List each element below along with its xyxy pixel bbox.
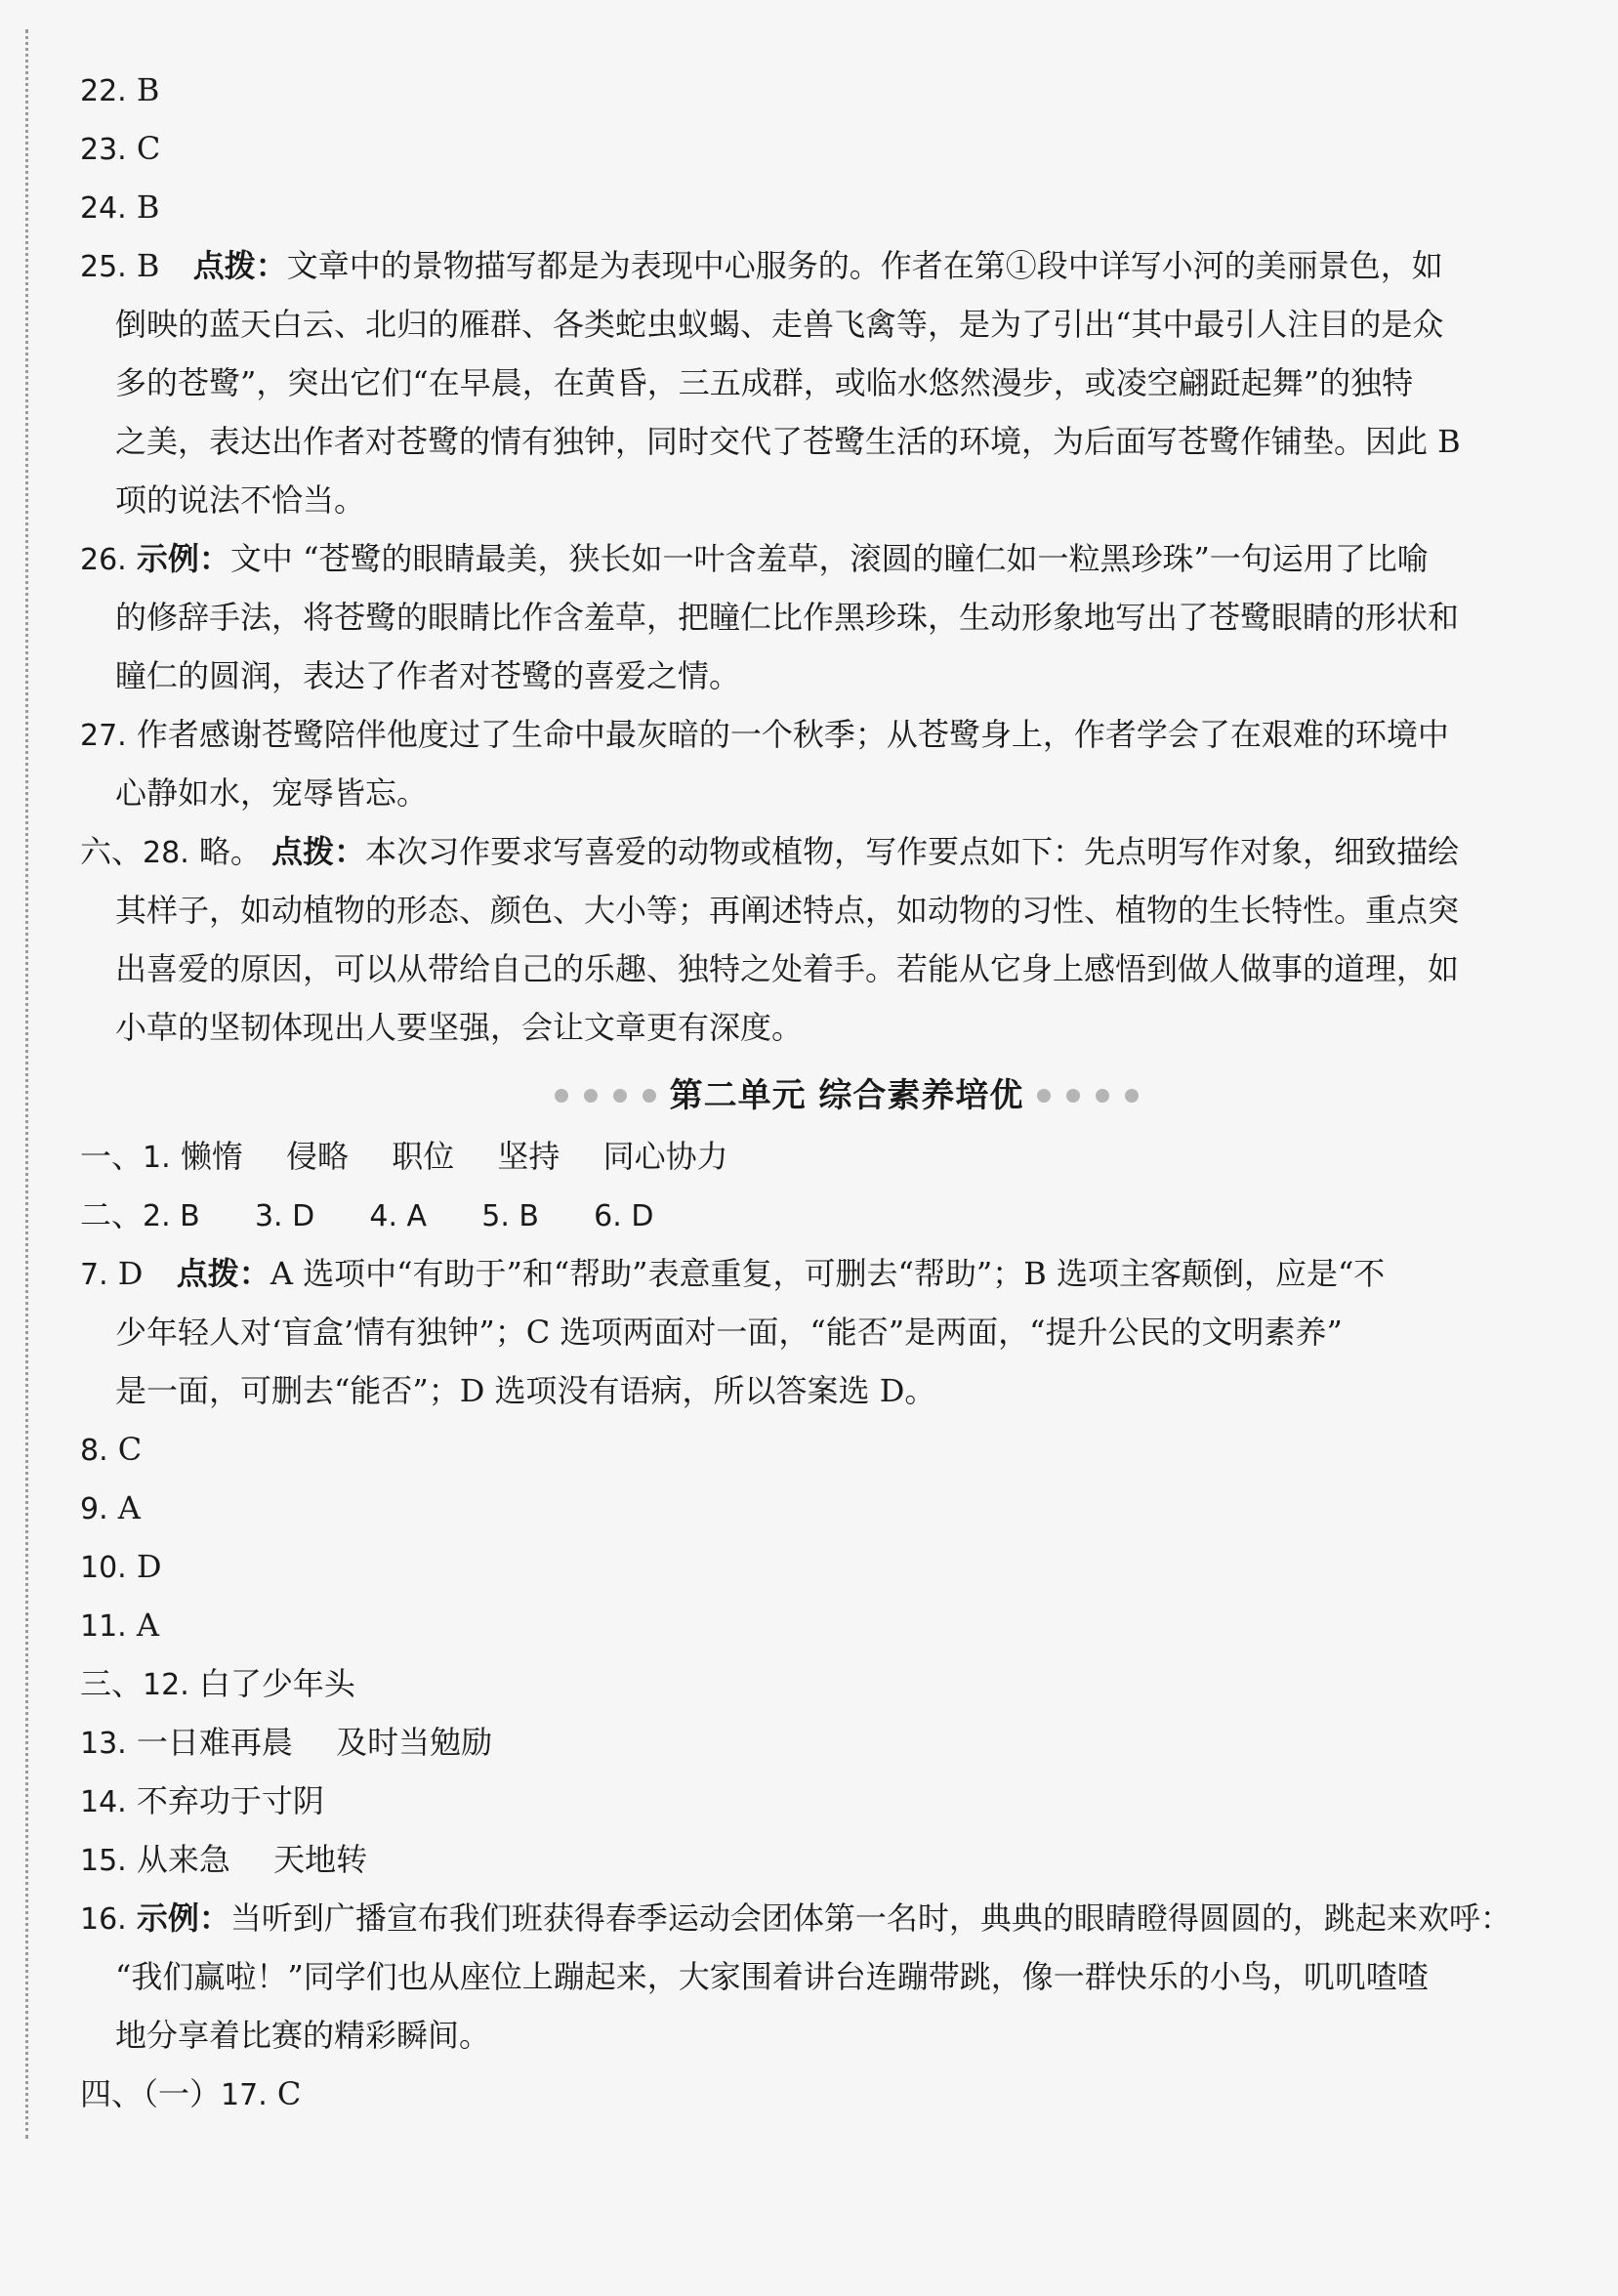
question-number: 23. <box>80 133 127 167</box>
answer-text: 白了少年头 <box>198 1665 355 1702</box>
explanation-line: 地分享着比赛的精彩瞬间。 <box>115 2017 491 2054</box>
explanation-line: 作者感谢苍鹭陪伴他度过了生命中最灰暗的一个秋季；从苍鹭身上，作者学会了在艰难的环境中 <box>136 716 1449 753</box>
question-number: 26. <box>80 543 127 577</box>
answer-text: 5. B <box>481 1199 539 1233</box>
explanation-line: 是一面，可删去“能否”；D 选项没有语病，所以答案选 D。 <box>115 1372 936 1409</box>
answer-11 <box>80 1596 1555 1654</box>
answer-1 <box>80 1127 1555 1186</box>
hint-label: 点拨： <box>192 247 287 284</box>
question-number: 28. <box>143 836 189 870</box>
answer-word: 侵略 <box>286 1138 350 1175</box>
explanation-line: 瞳仁的圆润，表达了作者对苍鹭的喜爱之情。 <box>115 657 741 694</box>
question-number: 11. <box>80 1609 127 1644</box>
explanation-line: 文中 “苍鹭的眼睛最美，狭长如一叶含羞草，滚圆的瞳仁如一粒黑珍珠”一句运用了比喻 <box>229 540 1429 577</box>
answer-text: 3. D <box>254 1199 315 1233</box>
answer-13 <box>80 1713 1555 1772</box>
question-number: 7. <box>80 1258 108 1292</box>
question-number: 25. <box>80 250 127 284</box>
explanation-line: 倒映的蓝天白云、北归的雁群、各类蛇虫蚁蝎、走兽飞禽等，是为了引出“其中最引人注目的是众 <box>115 306 1444 343</box>
explanation-line: 小草的坚韧体现出人要坚强，会让文章更有深度。 <box>115 1009 804 1046</box>
answer-text: 及时当勉励 <box>336 1724 493 1761</box>
question-number: 8. <box>80 1434 108 1468</box>
section-heading <box>80 1066 1555 1125</box>
answer-text: C <box>117 1431 143 1468</box>
question-number: 15. <box>80 1844 127 1878</box>
explanation-line: 本次习作要求写喜爱的动物或植物，写作要点如下：先点明写作对象，细致描绘 <box>365 833 1460 870</box>
answer-word: 职位 <box>392 1138 455 1175</box>
answer-10 <box>80 1537 1555 1596</box>
answer-text: C <box>136 130 161 167</box>
answer-24 <box>80 178 1555 236</box>
answer-8 <box>80 1420 1555 1479</box>
example-label: 示例： <box>136 540 230 577</box>
answer-text: D <box>136 1548 162 1585</box>
answer-text: 天地转 <box>273 1841 368 1878</box>
section-prefix: 四、 <box>80 2075 144 2112</box>
explanation-line: A 选项中“有助于”和“帮助”表意重复，可删去“帮助”；B 选项主客颠倒，应是“不 <box>270 1255 1386 1292</box>
question-number: 17. <box>221 2078 268 2112</box>
answer-content <box>80 61 1555 2123</box>
answer-2-6 <box>80 1186 1555 1244</box>
answer-word: 坚持 <box>497 1138 560 1175</box>
answer-text: 不弃功于寸阴 <box>136 1782 324 1819</box>
explanation-line: 多的苍鹭”，突出它们“在早晨，在黄昏，三五成群，或临水悠然漫步，或凌空翩跹起舞”的独特 <box>115 364 1414 401</box>
answer-text: 2. B <box>143 1199 200 1233</box>
section-prefix: 三、 <box>80 1665 144 1702</box>
question-number: 1. <box>143 1141 171 1175</box>
answer-word: 懒惰 <box>180 1138 243 1175</box>
answer-15 <box>80 1830 1555 1889</box>
answer-25 <box>80 236 1555 529</box>
explanation-line: 当听到广播宣布我们班获得春季运动会团体第一名时，典典的眼睛瞪得圆圆的，跳起来欢呼： <box>229 1899 1512 1937</box>
hint-label: 点拨： <box>176 1255 270 1292</box>
answer-text: D <box>117 1255 144 1292</box>
answer-text: 略。 <box>198 833 262 870</box>
left-dots <box>555 1089 656 1103</box>
question-number: 22. <box>80 74 127 108</box>
explanation-line: 文章中的景物描写都是为表现中心服务的。作者在第①段中详写小河的美丽景色，如 <box>286 247 1443 284</box>
section-prefix: 二、 <box>80 1196 144 1233</box>
answer-12 <box>80 1654 1555 1713</box>
explanation-line: 项的说法不恰当。 <box>115 481 366 519</box>
question-number: 12. <box>143 1668 189 1702</box>
answer-7 <box>80 1244 1555 1420</box>
hint-label: 点拨： <box>271 833 366 870</box>
answer-27 <box>80 705 1555 822</box>
answer-text: B <box>136 188 160 226</box>
sub-section: （一） <box>143 2075 222 2112</box>
question-number: 13. <box>80 1727 127 1761</box>
explanation-line: 的修辞手法，将苍鹭的眼睛比作含羞草，把瞳仁比作黑珍珠，生动形象地写出了苍鹭眼睛的形状和 <box>115 599 1460 636</box>
question-number: 14. <box>80 1785 127 1819</box>
right-dots <box>1037 1089 1139 1103</box>
answer-text: B <box>136 71 160 108</box>
explanation-line: “我们赢啦！”同学们也从座位上蹦起来，大家围着讲台连蹦带跳，像一群快乐的小鸟，叽叽喳喳 <box>115 1958 1429 1995</box>
section-title: 第二单元 综合素养培优 <box>669 1076 1024 1115</box>
answer-16 <box>80 1889 1555 2065</box>
example-label: 示例： <box>136 1899 230 1937</box>
answer-28 <box>80 822 1555 1057</box>
answer-word: 同心协力 <box>602 1138 728 1175</box>
explanation-line: 其样子，如动植物的形态、颜色、大小等；再阐述特点，如动物的习性、植物的生长特性。重点突 <box>115 892 1460 929</box>
answer-23 <box>80 119 1555 178</box>
section-prefix: 一、 <box>80 1138 144 1175</box>
answer-9 <box>80 1479 1555 1537</box>
answer-14 <box>80 1772 1555 1830</box>
answer-26 <box>80 529 1555 705</box>
answer-17 <box>80 2065 1555 2123</box>
answer-22 <box>80 61 1555 119</box>
explanation-line: 之美，表达出作者对苍鹭的情有独钟，同时交代了苍鹭生活的环境，为后面写苍鹭作铺垫。因此 B <box>115 423 1461 460</box>
answer-text: B <box>136 247 160 284</box>
explanation-line: 少年轻人对‘盲盒’情有独钟”；C 选项两面对一面，“能否”是两面，“提升公民的文明素养” <box>115 1314 1343 1351</box>
answer-text: 一日难再晨 <box>136 1724 293 1761</box>
answer-text: 从来急 <box>136 1841 230 1878</box>
question-number: 16. <box>80 1902 127 1937</box>
answer-text: A <box>117 1489 141 1526</box>
answer-text: C <box>276 2075 302 2112</box>
answer-text: 6. D <box>594 1199 654 1233</box>
binding-dotted-line <box>25 29 28 2139</box>
answer-text: 4. A <box>369 1199 428 1233</box>
question-number: 24. <box>80 191 127 226</box>
section-prefix: 六、 <box>80 833 144 870</box>
question-number: 10. <box>80 1551 127 1585</box>
explanation-line: 出喜爱的原因，可以从带给自己的乐趣、独特之处着手。若能从它身上感悟到做人做事的道理，如 <box>115 950 1460 987</box>
explanation-line: 心静如水，宠辱皆忘。 <box>115 774 429 812</box>
answer-text: A <box>136 1607 159 1644</box>
question-number: 27. <box>80 719 127 753</box>
question-number: 9. <box>80 1492 108 1526</box>
